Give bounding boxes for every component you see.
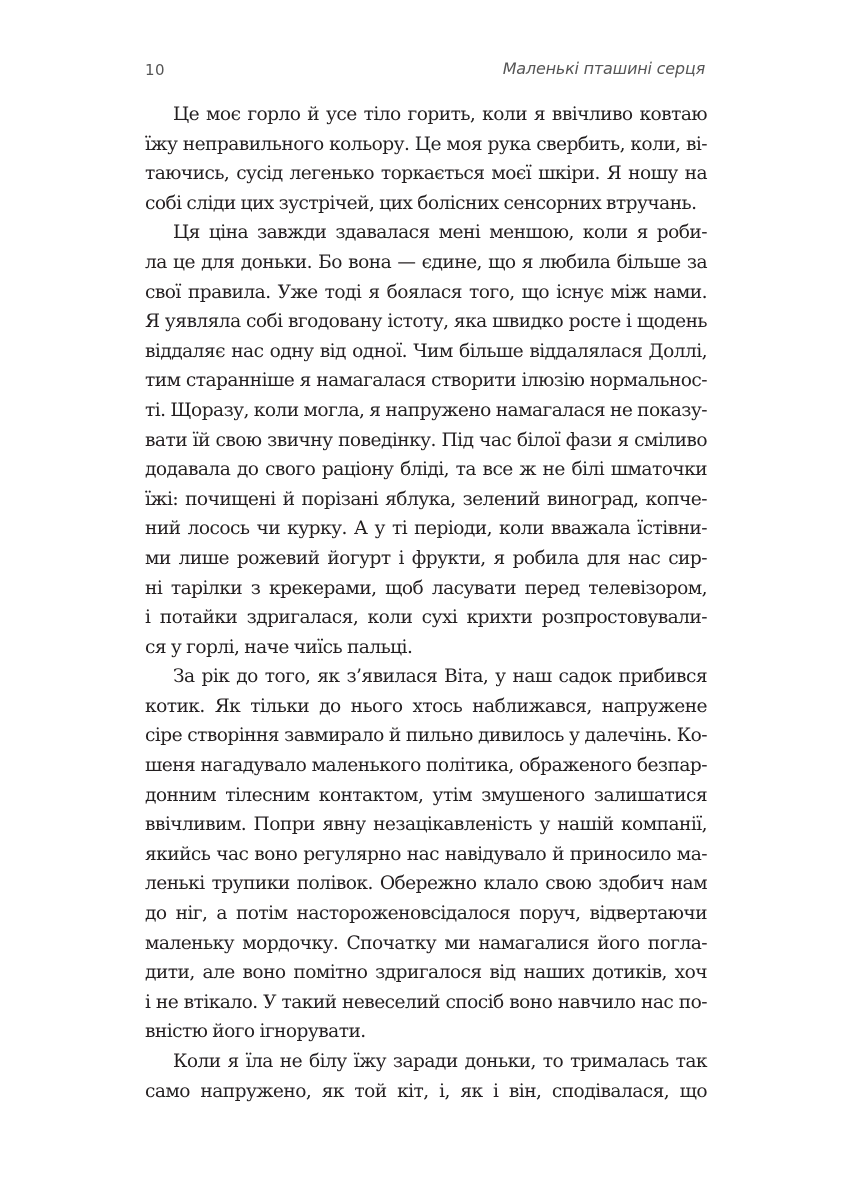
text-line: Це моє горло й усе тіло горить, коли я ввічливо ковтаю (173, 104, 707, 125)
text-line: і потайки здригалася, коли сухі крихти розпростовували- (145, 607, 707, 629)
text-line: до ніг, а потім настороженовсідалося поруч, відвертаючи (145, 903, 707, 925)
paragraph (145, 100, 707, 218)
text-line: дити, але воно помітно здригалося від наших дотиків, хоч (145, 962, 707, 984)
text-line: свої правила. Уже тоді я боялася того, що існує між нами. (145, 281, 707, 303)
text-line: і не втікало. У такий невеселий спосіб воно навчило нас по- (145, 991, 707, 1013)
running-head (145, 59, 705, 83)
text-line: якийсь час воно регулярно нас навідувало й приносило ма- (145, 843, 707, 865)
text-line: Я уявляла собі вгодовану істоту, яка швидко росте і щодень (145, 311, 707, 333)
text-line: додавала до свого раціону бліді, та все ж не білі шматочки (145, 459, 707, 481)
text-line: шеня нагадувало маленького політика, ображеного безпар- (145, 755, 707, 777)
text-line: ми лише рожевий йогурт і фрукти, я робила для нас сир- (145, 547, 707, 569)
text-line: ленькі трупики полівок. Обережно клало свою здобич нам (145, 873, 707, 895)
text-line: ся у горлі, наче чиїсь пальці. (145, 636, 413, 658)
text-line: само напружено, як той кіт, і, як і він, сподівалася, що (145, 1080, 707, 1102)
text-line: За рік до того, як з’явилася Віта, у наш садок прибився (173, 666, 707, 688)
text-line: донним тілесним контактом, утім змушеного залишатися (145, 784, 707, 806)
text-line: тим старанніше я намагалася створити ілюзію нормальнос- (145, 370, 707, 392)
text-line: ті. Щоразу, коли могла, я напружено намагалася не показу- (145, 399, 707, 421)
paragraph (145, 1047, 707, 1106)
text-line: ні тарілки з крекерами, щоб ласувати перед телевізором, (145, 577, 707, 599)
text-line: віддаляє нас одну від одної. Чим більше віддалялася Доллі, (145, 340, 707, 362)
text-line: маленьку мордочку. Спочатку ми намагалися його погла- (145, 932, 707, 954)
text-line: ний лосось чи курку. А у ті періоди, коли вважала їстівни- (145, 518, 707, 540)
text-line: таючись, сусід легенько торкається моєї шкіри. Я ношу на (145, 163, 707, 185)
page-number: 10 (145, 61, 166, 79)
paragraph (145, 662, 707, 1047)
text-line: ла це для доньки. Бо вона — єдине, що я любила більше за (145, 251, 707, 273)
text-line: ввічливим. Попри явну незацікавленість у нашій компанії, (145, 814, 707, 836)
paragraph (145, 218, 707, 662)
text-line: Коли я їла не білу їжу заради доньки, то трималась так (173, 1051, 707, 1072)
text-line: вати їй свою звичну поведінку. Під час білої фази я сміливо (145, 429, 707, 451)
book-title: Маленькі пташині серця (502, 59, 705, 78)
text-line: сіре створіння завмирало й пильно дивилось у далечінь. Ко- (145, 725, 707, 747)
body-text (145, 100, 707, 1106)
text-line: їжі: почищені й порізані яблука, зелений виноград, копче- (145, 488, 707, 510)
text-line: котик. Як тільки до нього хтось наближався, напружене (145, 695, 707, 717)
text-line: собі сліди цих зустрічей, цих болісних сенсорних втручань. (145, 192, 697, 214)
text-line: Ця ціна завжди здавалася мені меншою, коли я роби- (173, 222, 707, 244)
text-line: їжу неправильного кольору. Це моя рука свербить, коли, ві- (145, 133, 707, 155)
text-line: вністю його ігнорувати. (145, 1021, 366, 1043)
